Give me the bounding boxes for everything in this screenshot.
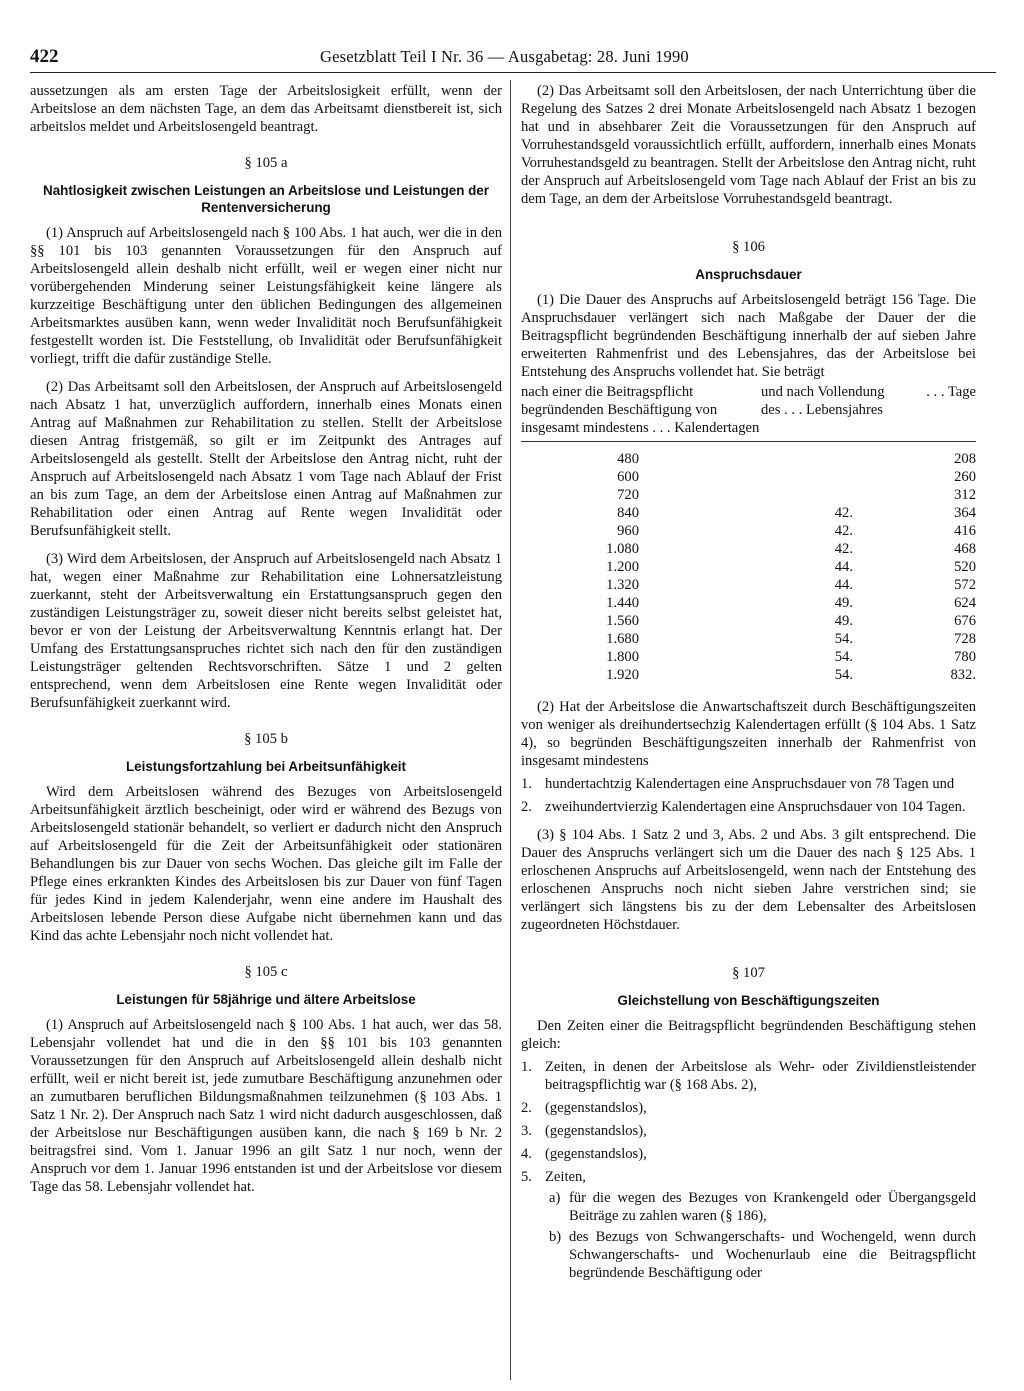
min-days-cell: 1.440	[606, 595, 639, 611]
table-header-duration: . . . Tage	[926, 384, 976, 400]
list-text: (gegenstandslos),	[545, 1146, 647, 1162]
duration-cell: 260	[954, 469, 976, 485]
table-header-days: nach einer die Beitragspflicht begründenden Beschäftigung von insgesamt mindestens . . . Kalendertagen	[521, 384, 760, 436]
section-105b-para-1: Wird dem Arbeitslosen während des Bezuges von Arbeitslosengeld Arbeitsunfähigkeit ärztlich bescheinigt, oder wird er während des Bezugs von Arbeitslosengeld stationär behandelt, so verliert er dadurch nicht den Anspruch auf Arbeitslosengeld für die Zeit der Arbeitsunfähigkeit oder stationären Behandlungen bis zur Dauer von sechs Wochen. Das gleiche gilt im Falle der Pflege eines erkrankten Kindes des Arbeitslosen bis zur Dauer von fünf Tagen für jedes Kind in jedem Kalenderjahr, wenn eine andere im Haushalt des Arbeitslosen lebende Person diese Aufgabe nicht übernehmen kann und das Kind das achte Lebensjahr noch nicht vollendet hat.	[30, 784, 502, 944]
sub-list-text: des Bezugs von Schwangerschafts- und Wochengeld, wenn durch Schwangerschafts- und Wochenurlaub eine die Beitragspflicht begründende Beschäftigung oder	[569, 1229, 976, 1281]
min-days-cell: 480	[617, 451, 639, 467]
min-days-cell: 1.200	[606, 559, 639, 575]
list-text: Zeiten, in denen der Arbeitslose als Wehr- oder Zivildienstleistender beitragspflichtig war (§ 168 Abs. 2),	[545, 1059, 976, 1093]
list-item	[521, 775, 976, 793]
duration-cell: 520	[954, 559, 976, 575]
list-number: 1.	[521, 776, 532, 792]
min-days-cell: 1.800	[606, 649, 639, 665]
table-row	[521, 450, 976, 468]
duration-table-header	[521, 383, 976, 442]
section-106-number: § 106	[732, 239, 765, 255]
age-cell: 42.	[834, 505, 853, 521]
table-row	[521, 666, 976, 684]
table-row	[521, 468, 976, 486]
duration-table	[521, 450, 976, 684]
sub-list-item	[521, 1189, 976, 1225]
age-cell	[639, 486, 853, 504]
list-item	[521, 1145, 976, 1163]
section-106-para-3: (3) § 104 Abs. 1 Satz 2 und 3, Abs. 2 und Abs. 3 gilt entsprechend. Die Dauer des Anspruchs verlängert sich um die Dauer des nach § 125 Abs. 1 erloschenen Anspruchs auf Arbeitslosengeld, wenn nach der Entstehung des erloschenen Anspruchs noch nicht sieben Jahre verstrichen sind; sie verlängert sich längstens bis zu der dem Lebensalter des Arbeitslosen zugeordneten Höchstdauer.	[521, 827, 976, 933]
duration-cell: 728	[954, 631, 976, 647]
duration-cell: 832.	[950, 667, 976, 683]
list-number: 4.	[521, 1146, 532, 1162]
sub-list-letter: a)	[549, 1190, 561, 1206]
age-cell: 44.	[834, 577, 853, 593]
section-107-heading: Gleichstellung von Beschäftigungszeiten	[617, 993, 880, 1008]
duration-cell: 364	[954, 505, 976, 521]
min-days-cell: 960	[617, 523, 639, 539]
age-cell: 44.	[834, 559, 853, 575]
section-107-intro: Den Zeiten einer die Beitragspflicht begründenden Beschäftigung stehen gleich:	[521, 1018, 976, 1052]
age-cell: 42.	[834, 523, 853, 539]
continued-paragraph: aussetzungen als am ersten Tage der Arbeitslosigkeit erfüllt, wenn der Arbeitslose an dem nächsten Tage, an dem das Arbeitsamt dienstbereit ist, sich arbeitslos meldet und Arbeitslosengeld beantragt.	[30, 83, 502, 135]
section-105a-number: § 105 a	[244, 155, 288, 171]
duration-cell: 780	[954, 649, 976, 665]
duration-cell: 312	[954, 487, 976, 503]
list-item	[521, 1099, 976, 1117]
age-cell	[639, 450, 853, 468]
duration-cell: 624	[954, 595, 976, 611]
table-row	[521, 594, 976, 612]
list-item	[521, 1058, 976, 1094]
table-row	[521, 504, 976, 522]
section-106-para-2: (2) Hat der Arbeitslose die Anwartschaftszeit durch Beschäftigungszeiten von weniger als dreihundertsechzig Kalendertagen erfüllt (§ 104 Abs. 1 Satz 4), so begründen Beschäftigungszeiten innerhalb der Rahmenfrist von insgesamt mindestens	[521, 699, 976, 769]
table-row	[521, 630, 976, 648]
min-days-cell: 600	[617, 469, 639, 485]
column-divider	[510, 80, 511, 1380]
min-days-cell: 1.320	[606, 577, 639, 593]
table-row	[521, 522, 976, 540]
min-days-cell: 1.080	[606, 541, 639, 557]
section-107-number: § 107	[732, 965, 765, 981]
age-cell: 54.	[834, 631, 853, 647]
section-105a-para-2: (2) Das Arbeitsamt soll den Arbeitslosen, der Anspruch auf Arbeitslosengeld nach Absatz 1 hat, unverzüglich auffordern, innerhalb eines Monats einen Antrag auf Maßnahmen zur Rehabilitation zu stellen. Stellt der Arbeitslose diesen Antrag fristgemäß, so gilt er im Zeitpunkt des Antrages auf Arbeitslosengeld als gestellt. Stellt der Arbeitslose den Antrag nicht, ruht der Anspruch auf Arbeitslosengeld nach Absatz 1 vom Tage nach Ablauf der Frist an bis zum Tage, an dem der Arbeitslose einen Antrag auf Maßnahmen zur Rehabilitation oder einen Antrag auf Rente wegen Invalidität oder Berufsunfähigkeit stellt.	[30, 379, 502, 539]
section-105c-para-1: (1) Anspruch auf Arbeitslosengeld nach § 100 Abs. 1 hat auch, wer das 58. Lebensjahr vollendet hat und die in den §§ 101 bis 103 genannten Voraussetzungen für den Anspruch auf Arbeitslosengeld allein deshalb nicht erfüllt, weil er nicht bereit ist, jede zumutbare Beschäftigung anzunehmen oder an zumutbaren beruflichen Bildungsmaßnahmen teilzunehmen (§ 103 Abs. 1 Satz 1 Nr. 2). Der Anspruch nach Satz 1 wird nicht dadurch ausgeschlossen, daß der Arbeitslose nur Beschäftigungen ausüben kann, die nach § 169 b Nr. 2 beitragsfrei sind. Vom 1. Januar 1996 an gilt Satz 1 nur noch, wenn der Anspruch vor dem 1. Januar 1996 entstanden ist und der Arbeitslose vor diesem Tage das 58. Lebensjahr vollendet hat.	[30, 1017, 502, 1195]
list-number: 2.	[521, 1100, 532, 1116]
duration-cell: 416	[954, 523, 976, 539]
table-row	[521, 648, 976, 666]
table-row	[521, 540, 976, 558]
section-105c-number: § 105 c	[244, 964, 288, 980]
min-days-cell: 840	[617, 505, 639, 521]
duration-cell: 676	[954, 613, 976, 629]
left-column	[30, 82, 502, 1196]
list-text: (gegenstandslos),	[545, 1123, 647, 1139]
sub-list-text: für die wegen des Bezuges von Krankengeld oder Übergangsgeld Beiträge zu zahlen waren (§ 186),	[569, 1190, 976, 1224]
list-item	[521, 1122, 976, 1140]
section-106-para-1: (1) Die Dauer des Anspruchs auf Arbeitslosengeld beträgt 156 Tage. Die Anspruchsdauer verlängert sich nach Maßgabe der Dauer der die Beitragspflicht begründenden Beschäftigung innerhalb der auf sieben Jahre erweiterten Rahmenfrist und des Lebensjahres, das der Arbeitslose bei Entstehung des Anspruchs vollendet hat. Sie beträgt	[521, 292, 976, 380]
age-cell: 42.	[834, 541, 853, 557]
list-text: hundertachtzig Kalendertagen eine Anspruchsdauer von 78 Tagen und	[545, 776, 955, 792]
age-cell: 49.	[834, 613, 853, 629]
list-text: zweihundertvierzig Kalendertagen eine Anspruchsdauer von 104 Tagen.	[545, 799, 966, 815]
right-column	[521, 82, 976, 1282]
duration-table-body	[521, 450, 976, 684]
table-header-age: und nach Vollendung des . . . Lebensjahres	[761, 384, 885, 418]
list-number: 5.	[521, 1169, 532, 1185]
min-days-cell: 1.920	[606, 667, 639, 683]
section-105c-para-2: (2) Das Arbeitsamt soll den Arbeitslosen, der nach Unterrichtung über die Regelung des Satzes 2 drei Monate Arbeitslosengeld nach Absatz 1 bezogen hat und in absehbarer Zeit die Voraussetzungen für den Anspruch auf Vorruhestandsgeld voraussichtlich erfüllt, auffordern, innerhalb eines Monats Vorruhestandsgeld zu beantragen. Stellt der Arbeitslose den Antrag nicht, ruht der Anspruch auf Arbeitslosengeld vom Tage nach Ablauf der Frist an bis zu dem Tage, an dem der Arbeitslose Vorruhestandsgeld beantragt.	[521, 83, 976, 207]
list-number: 1.	[521, 1059, 532, 1075]
section-105c-heading: Leistungen für 58jährige und ältere Arbeitslose	[116, 992, 416, 1007]
section-105a-para-3: (3) Wird dem Arbeitslosen, der Anspruch auf Arbeitslosengeld nach Absatz 1 hat, wegen einer Maßnahme zur Rehabilitation eine Lohnersatzleistung zuerkannt, steht der Arbeitsverwaltung ein Erstattungsanspruch gegen den zuständigen Leistungsträger zu, soweit dieser nicht bereits selbst geleistet hat, bevor er von der Leistung der Arbeitsverwaltung Kenntnis erlangt hat. Der Umfang des Erstattungsanspruches richtet sich nach den für den zuständigen Leistungsträger geltenden Rechtsvorschriften. Sätze 1 und 2 gelten entsprechend, wenn dem Arbeitslosen eine Rente wegen Invalidität oder Berufsunfähigkeit zuerkannt wird.	[30, 551, 502, 711]
section-106-heading: Anspruchsdauer	[695, 267, 802, 282]
page-number: 422	[30, 46, 59, 67]
age-cell: 54.	[834, 667, 853, 683]
list-number: 2.	[521, 799, 532, 815]
min-days-cell: 1.680	[606, 631, 639, 647]
header-rule	[30, 72, 996, 73]
list-text: Zeiten,	[545, 1169, 586, 1185]
list-item	[521, 798, 976, 816]
duration-cell: 468	[954, 541, 976, 557]
table-row	[521, 612, 976, 630]
duration-cell: 208	[954, 451, 976, 467]
min-days-cell: 720	[617, 487, 639, 503]
age-cell: 49.	[834, 595, 853, 611]
table-row	[521, 486, 976, 504]
age-cell	[639, 468, 853, 486]
min-days-cell: 1.560	[606, 613, 639, 629]
gazette-title: Gesetzblatt Teil I Nr. 36 — Ausgabetag: 28. Juni 1990	[320, 47, 689, 66]
age-cell: 54.	[834, 649, 853, 665]
section-105a-heading: Nahtlosigkeit zwischen Leistungen an Arbeitslose und Leistungen der Rentenversicherung	[43, 183, 489, 215]
table-row	[521, 558, 976, 576]
list-text: (gegenstandslos),	[545, 1100, 647, 1116]
page-header	[30, 40, 996, 70]
section-105a-para-1: (1) Anspruch auf Arbeitslosengeld nach § 100 Abs. 1 hat auch, wer die in den §§ 101 bis 103 genannten Voraussetzungen für den Anspruch auf Arbeitslosengeld allein deshalb nicht erfüllt, weil er wegen einer nicht nur vorübergehenden Minderung seiner Leistungsfähigkeit keine längere als kurzzeitige Beschäftigung unter den üblichen Bedingungen des allgemeinen Arbeitsmarktes ausüben kann, wenn weder Invalidität noch Berufsunfähigkeit festgestellt worden ist. Die Feststellung, ob Invalidität oder Berufsunfähigkeit vorliegt, trifft die dafür zuständige Stelle.	[30, 225, 502, 367]
sub-list-item	[521, 1228, 976, 1282]
duration-cell: 572	[954, 577, 976, 593]
list-item	[521, 1168, 976, 1186]
section-105b-number: § 105 b	[244, 731, 288, 747]
table-row	[521, 576, 976, 594]
section-105b-heading: Leistungsfortzahlung bei Arbeitsunfähigkeit	[126, 759, 406, 774]
sub-list-letter: b)	[549, 1229, 562, 1245]
list-number: 3.	[521, 1123, 532, 1139]
